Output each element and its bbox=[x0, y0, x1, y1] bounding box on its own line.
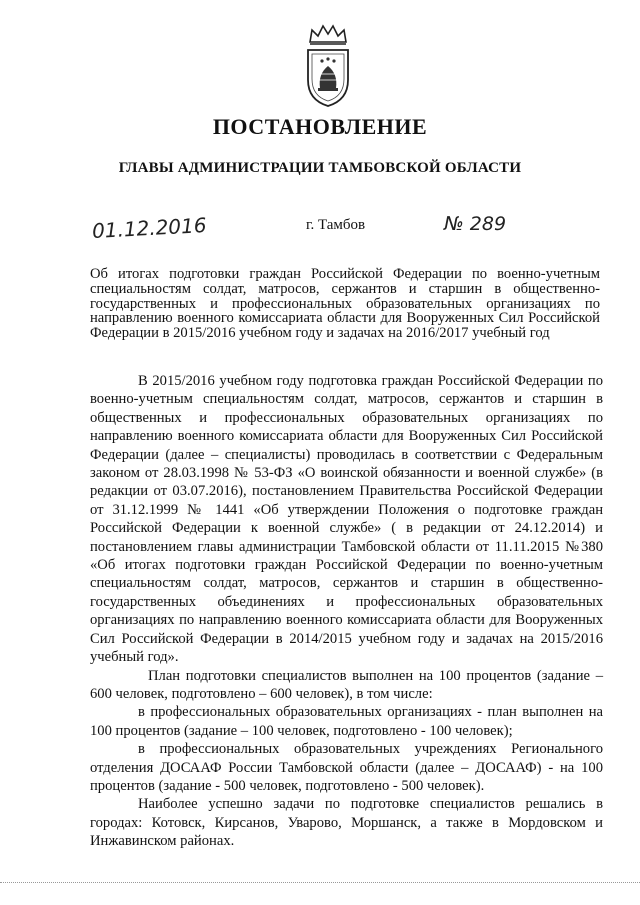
doc-subtitle: ГЛАВЫ АДМИНИСТРАЦИИ ТАМБОВСКОЙ ОБЛАСТИ bbox=[118, 160, 522, 176]
document-body bbox=[90, 372, 603, 851]
para-1: В 2015/2016 учебном году подготовка граждан Российской Федерации по военно-учетным специальностям солдат, матросов, сержантов и старшин в общественных и профессиональных образовательных организациях по направлению военного комиссариата области для Вооруженных Сил Российской Федерации (далее – специалисты) проводилась в соответствии с Федеральным законом от 28.03.1998 № 53-ФЗ «О воинской обязанности и военной службе» (в редакции от 03.07.2016), постановлением Правительства Российской Федерации от 31.12.1999 № 1441 «Об утверждении Положения о подготовке граждан Российской Федерации к военной службе» ( в редакции от 24.12.2014) и постановлением главы администрации Тамбовской области от 11.11.2015 №380 «Об итогах подготовки граждан Российской Федерации по военно-учетным специальностям солдат, матросов, сержантов и старшин в общественно-государственных объединениях и профессиональных образовательных организациях по направлению военного комиссариата области для Вооруженных Сил Российской Федерации в 2014/2015 учебном году и задачах на 2015/2016 учебный год». bbox=[90, 373, 603, 666]
doc-title: ПОСТАНОВЛЕНИЕ bbox=[212, 114, 428, 139]
para-3: в профессиональных образовательных организациях - план выполнен на 100 процентов (задание – 100 человек, подготовлено - 100 человек); bbox=[90, 704, 603, 739]
para-4: в профессиональных образовательных учреждениях Регионального отделения ДОСААФ России Тамбовской области (далее – ДОСААФ) - на 100 процентов (задание - 500 человек, подготовлено - 500 человек). bbox=[90, 741, 603, 794]
coat-of-arms-icon bbox=[298, 22, 358, 110]
para-2: План подготовки специалистов выполнен на 100 процентов (задание – 600 человек, подготовлено – 600 человек), в том числе: bbox=[90, 667, 603, 702]
resolution-subject: Об итогах подготовки граждан Российской Федерации по военно-учетным специальностям солдат, матросов, сержантов и старшин в общественно-государственных и профессиональных образовательных организациях по направлению военного комиссариата области для Вооруженных Сил Российской Федерации в 2015/2016 учебном году и задачах на 2016/2017 учебный год bbox=[90, 266, 600, 342]
date-handwritten: 01.12.2016 bbox=[91, 213, 208, 243]
doc-number: № 289 bbox=[444, 213, 507, 235]
page-bottom-dotted-edge bbox=[0, 882, 640, 884]
para-5: Наиболее успешно задачи по подготовке специалистов решались в городах: Котовск, Кирсанов, Уварово, Моршанск, а также в Мордовском и Инжавинском районах. bbox=[90, 796, 603, 850]
city-label: г. Тамбов bbox=[306, 217, 366, 233]
